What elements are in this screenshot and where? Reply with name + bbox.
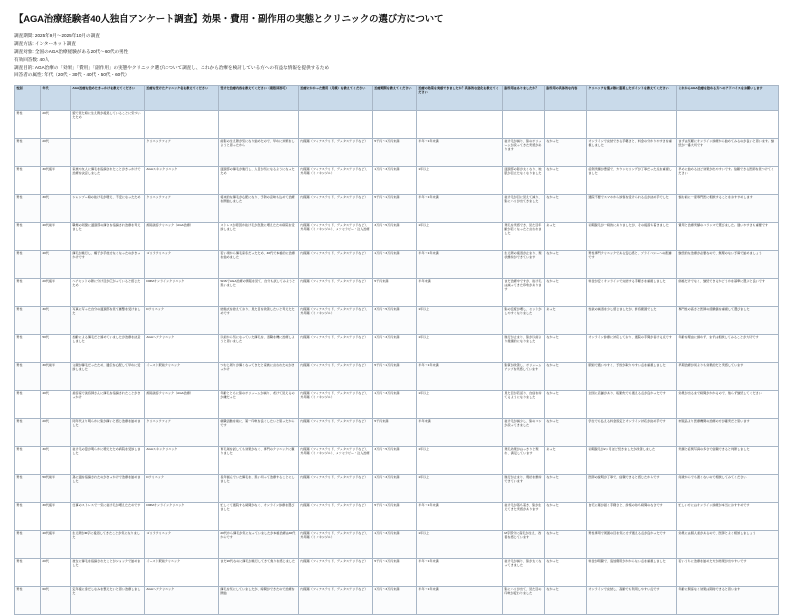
cell-side-effect-detail bbox=[545, 111, 587, 139]
cell-period: 3万円～5万円未満 bbox=[373, 223, 417, 251]
cell-gender: 男性 bbox=[15, 447, 41, 475]
cell-trigger: 生え際がM字に後退してきたことが気になりました bbox=[71, 531, 145, 559]
cell-clinic: クリニックフォア bbox=[145, 195, 219, 223]
cell-trigger: 定年後に身だしなみを整えたいと思い治療しました bbox=[71, 587, 145, 615]
cell-period: 5千円～1万円未満 bbox=[373, 195, 417, 223]
cell-cost: 内服薬（フィナステリド、デュタステリドなど） bbox=[299, 503, 373, 531]
cell-side-effect-detail: なかった bbox=[545, 531, 587, 559]
cell-clinic: ゴリラクリニック bbox=[145, 531, 219, 559]
cell-gender: 男性 bbox=[15, 363, 41, 391]
cell-gender: 男性 bbox=[15, 391, 41, 419]
table-row bbox=[15, 139, 779, 167]
cell-clinic: AGAヘアクリニック bbox=[145, 335, 219, 363]
cell-trigger: 孫に頭を指摘されたのがきっかけで治療を始めました bbox=[71, 475, 145, 503]
cell-treatment: 以前から気になっていた薄毛を、退職を機に治療しようと思いました bbox=[219, 335, 299, 363]
table-row bbox=[15, 111, 779, 139]
cell-treatment: 20代から薄毛が気になっていましたが本格治療は40代からです bbox=[219, 531, 299, 559]
cell-age: 20代 bbox=[41, 419, 71, 447]
cell-clinic: クリニックフォア bbox=[145, 419, 219, 447]
cell-effect: 半年～1年未満 bbox=[417, 587, 503, 615]
table-row bbox=[15, 391, 779, 419]
cell-trigger: 家族や友人に薄毛を指摘されたことがきっかけで治療を決意しました bbox=[71, 167, 145, 195]
cell-side-effect-detail: なかった bbox=[545, 251, 587, 279]
cell-effect: 1年以上 bbox=[417, 223, 503, 251]
cell-trigger: 職場の同僚に頭頂部の薄さを指摘され治療を考えました bbox=[71, 223, 145, 251]
cell-age: 30代前半 bbox=[41, 363, 71, 391]
cell-clinic-point: 医師の説明が丁寧で、信頼できると感じたからです bbox=[587, 475, 677, 503]
cell-side-effect: 進行が止まり、髪が以前より健康的になりました bbox=[503, 335, 545, 363]
cell-side-effect-detail: なかった bbox=[545, 195, 587, 223]
cell-cost: 内服薬（フィナステリド、デュタステリドなど） bbox=[299, 419, 373, 447]
cell-side-effect: 抜け毛が減り、髪が太くなってきました bbox=[503, 559, 545, 587]
cell-advice: 費用と治療実績のバランスで選びました。通いやすさも重要です bbox=[677, 223, 779, 251]
cell-clinic-point: 初期脱毛が2ヶ月ほど続きましたが改善しました bbox=[587, 447, 677, 475]
cell-cost: 内服薬（フィナステリド、デュタステリドなど） bbox=[299, 587, 373, 615]
cell-treatment: 将来的な薄毛が心配になり、予防の意味も込めて治療を開始しました bbox=[219, 195, 299, 223]
cell-age: 30代 bbox=[41, 447, 71, 475]
cell-treatment: 忙しくて通院する時間がなく、オンライン診療を選びました bbox=[219, 503, 299, 531]
cell-gender: 男性 bbox=[15, 279, 41, 307]
cell-clinic-point: 症例実績が豊富で、カウンセリングが丁寧だった点を重視しました bbox=[587, 167, 677, 195]
cell-clinic-point: オンライン診療に対応しており、通院の手間が省ける点です bbox=[587, 335, 677, 363]
cell-clinic-point: 料金が安くオンラインで完結する手軽さを重視しました bbox=[587, 279, 677, 307]
cell-cost: 内服薬（フィナステリド、デュタステリドなど） bbox=[299, 335, 373, 363]
cell-clinic: イースト駅前クリニック bbox=[145, 363, 219, 391]
cell-gender: 男性 bbox=[15, 195, 41, 223]
cell-age: 20代 bbox=[41, 111, 71, 139]
table-header bbox=[15, 86, 779, 111]
cell-cost: 内服薬（フィナステリド、デュタステリドなど） bbox=[299, 139, 373, 167]
cell-trigger: 同年代より明らかに髪が薄いと感じ治療を始めました bbox=[71, 419, 145, 447]
cell-cost: 内服薬（フィナステリド、デュタステリドなど） bbox=[299, 279, 373, 307]
cell-clinic: DMMオンラインクリニック bbox=[145, 279, 219, 307]
cell-clinic-point: 料金が明瞭で、追加費用がかからない点を重視しました bbox=[587, 559, 677, 587]
cell-trigger: 彼女に薄毛を指摘されたことがショックで始めました bbox=[71, 559, 145, 587]
cell-side-effect-detail: あった bbox=[545, 223, 587, 251]
cell-cost: 内服薬（フィナステリド、デュタステリドなど）、外用薬（ミノキシジル）、メソセラピー・注入治療 bbox=[299, 223, 373, 251]
column-header-trigger: AGA治療を始めたきっかけを教えてください bbox=[71, 86, 145, 111]
cell-period: 1万円～3万円未満 bbox=[373, 587, 417, 615]
cell-clinic-point bbox=[587, 111, 677, 139]
cell-side-effect: 髪の密度が増し、セットがしやすくなりました bbox=[503, 307, 545, 335]
table-row bbox=[15, 363, 779, 391]
meta-line: 調査方法: インターネット調査 bbox=[14, 40, 76, 46]
cell-clinic: ゴリラクリニック bbox=[145, 251, 219, 279]
cell-gender: 男性 bbox=[15, 167, 41, 195]
meta-line: 調査対象: 全国のAGA治療経験がある20代～60代の男性 bbox=[14, 48, 129, 54]
cell-clinic: 湘南美容クリニック（AGA治療） bbox=[145, 223, 219, 251]
cell-clinic: Dクリニック bbox=[145, 475, 219, 503]
cell-side-effect-detail: あった bbox=[545, 447, 587, 475]
cell-advice: 何歳からでも遅くないので相談してみてください bbox=[677, 475, 779, 503]
cell-gender: 男性 bbox=[15, 419, 41, 447]
cell-gender: 男性 bbox=[15, 111, 41, 139]
cell-cost: 内服薬（フィナステリド、デュタステリドなど）、外用薬（ミノキシジル） bbox=[299, 391, 373, 419]
column-header-side-effect-detail: 副作用の具体的な内容 bbox=[545, 86, 587, 111]
cell-gender: 男性 bbox=[15, 587, 41, 615]
meta-line: 調査期間: 2025年9月～2025年10月の調査 bbox=[14, 33, 100, 38]
cell-side-effect: 抜け毛が目に見えて減り、髪にハリが出てきました bbox=[503, 195, 545, 223]
cell-side-effect-detail: なかった bbox=[545, 279, 587, 307]
column-header-effect: 治療の効果を実感できましたか？具体的な変化を教えてください bbox=[417, 86, 503, 111]
cell-cost: 内服薬（フィナステリド、デュタステリドなど）、外用薬（ミノキシジル） bbox=[299, 307, 373, 335]
cell-trigger: 薄毛が進行し、帽子が手放せなくなったのがきっかけです bbox=[71, 251, 145, 279]
cell-period: 3万円～5万円未満 bbox=[373, 307, 417, 335]
cell-side-effect bbox=[503, 111, 545, 139]
cell-cost: 内服薬（フィナステリド、デュタステリドなど） bbox=[299, 251, 373, 279]
cell-age: 20代 bbox=[41, 559, 71, 587]
cell-gender: 男性 bbox=[15, 139, 41, 167]
meta-line: 回答者の属性: 年代（20代・30代・40代・50代・60代） bbox=[14, 72, 130, 78]
cell-effect: 1年以上 bbox=[417, 335, 503, 363]
cell-clinic: AGAスキンクリニック bbox=[145, 447, 219, 475]
cell-trigger: 鏡で見た時に生え際が後退していることに気づいたため bbox=[71, 111, 145, 139]
cell-trigger: シャンプー時の抜け毛が増え、不安になったため bbox=[71, 195, 145, 223]
cell-treatment: 前髪の生え際が気になり始めたので、早めに対策をしようと思ったから bbox=[219, 139, 299, 167]
cell-side-effect-detail: なかった bbox=[545, 559, 587, 587]
cell-clinic-point: 男性専用で周囲の目を気にせず通える点が良かったです bbox=[587, 531, 677, 559]
cell-side-effect: 抜け毛が減少し、髪のコシが戻ってきました bbox=[503, 419, 545, 447]
cell-treatment: まだ20代なのに薄毛が進行してきて焦りを感じました bbox=[219, 559, 299, 587]
cell-gender: 男性 bbox=[15, 503, 41, 531]
cell-side-effect: M字部分に産毛が生え、改善を感じています bbox=[503, 531, 545, 559]
cell-advice: 実績と症例写真の多さで信頼できると判断しました bbox=[677, 447, 779, 475]
survey-table bbox=[14, 85, 779, 615]
cell-treatment: 年齢とともに髪のボリュームが減り、老けて見えるのが嫌だった bbox=[219, 391, 299, 419]
column-header-cost: 治療にかかった費用（月額）を教えてください bbox=[299, 86, 373, 111]
cell-effect: 1年以上 bbox=[417, 475, 503, 503]
cell-cost: 内服薬（フィナステリド、デュタステリドなど） bbox=[299, 195, 373, 223]
cell-age: 50代前半 bbox=[41, 475, 71, 503]
cell-age: 40代 bbox=[41, 251, 71, 279]
cell-gender: 男性 bbox=[15, 335, 41, 363]
meta-line: 調査目的: AGA治療の「効果」「費用」「副作用」の実態やクリニック選びについて調査し、これから治療を検討している方への有益な情報を提供するため bbox=[14, 64, 330, 70]
cell-period: 1万円～3万円未満 bbox=[373, 391, 417, 419]
cell-age: 50代 bbox=[41, 335, 71, 363]
cell-trigger: 加齢による薄毛だと諦めていましたが治療を決意しました bbox=[71, 335, 145, 363]
cell-treatment: つむじ周りが薄くなってきたと家族に言われたのがきっかけ bbox=[219, 363, 299, 391]
cell-effect: 半年未満 bbox=[417, 419, 503, 447]
cell-effect: 半年～1年未満 bbox=[417, 503, 503, 531]
cell-period: 5千円～1万円未満 bbox=[373, 363, 417, 391]
cell-treatment: SNSでAGA治療の情報を見て、自分も試してみようと思いました bbox=[219, 279, 299, 307]
cell-period: 5千円未満 bbox=[373, 419, 417, 447]
column-header-advice: これからAGA治療を始める方へのアドバイスをお願いします bbox=[677, 86, 779, 111]
cell-advice: 年齢に関係なく効果は期待できると思います bbox=[677, 587, 779, 615]
cell-age: 30代後半 bbox=[41, 503, 71, 531]
cell-effect: 半年～1年未満 bbox=[417, 139, 503, 167]
cell-trigger: 父親が薄毛だったため、遺伝を心配して早めに受診しました bbox=[71, 363, 145, 391]
table-body bbox=[15, 111, 779, 615]
table-row bbox=[15, 587, 779, 615]
cell-advice: 若いうちに治療を始めた方が結果が出やすいです bbox=[677, 559, 779, 587]
cell-treatment: 薄毛を気にしていましたが、時間ができたので治療を開始 bbox=[219, 587, 299, 615]
cell-side-effect: 進行が止まり、現状を維持できています bbox=[503, 475, 545, 503]
cell-gender: 男性 bbox=[15, 307, 41, 335]
cell-treatment bbox=[219, 111, 299, 139]
cell-clinic bbox=[145, 111, 219, 139]
cell-period: 5千円～1万円未満 bbox=[373, 503, 417, 531]
cell-advice: 効果が出るまで時間がかかるので、焦らず継続してください bbox=[677, 391, 779, 419]
cell-clinic: AGAヘアクリニック bbox=[145, 587, 219, 615]
cell-clinic-point: 性欲の減退を少し感じましたが、許容範囲でした bbox=[587, 307, 677, 335]
table-row bbox=[15, 531, 779, 559]
cell-cost: 内服薬（フィナステリド、デュタステリドなど）、外用薬（ミノキシジル）、メソセラピー・注入治療 bbox=[299, 447, 373, 475]
table-row bbox=[15, 447, 779, 475]
cell-age: 40代 bbox=[41, 391, 71, 419]
cell-side-effect: まだ治療中ですが、抜け毛は減ってきた印象があります bbox=[503, 279, 545, 307]
cell-cost: 内服薬（フィナステリド、デュタステリドなど）、外用薬（ミノキシジル） bbox=[299, 167, 373, 195]
table-row bbox=[15, 167, 779, 195]
cell-treatment: ストレスが原因か抜け毛が急激に増えたため病院を受診しました bbox=[219, 223, 299, 251]
cell-gender: 男性 bbox=[15, 251, 41, 279]
cell-clinic-point: 初期脱毛が一時的にありましたが、その後落ち着きました bbox=[587, 223, 677, 251]
cell-period: 1万円～3万円未満 bbox=[373, 475, 417, 503]
cell-clinic-point: 通院不要でスマホから診察を受けられる点が決め手でした bbox=[587, 195, 677, 223]
table-row bbox=[15, 559, 779, 587]
cell-age: 60代 bbox=[41, 587, 71, 615]
cell-clinic: イースト駅前クリニック bbox=[145, 559, 219, 587]
cell-advice: まずは気軽にオンライン診療から始めてみるのが良いと思います。継続が一番大切です bbox=[677, 139, 779, 167]
cell-side-effect-detail: なかった bbox=[545, 363, 587, 391]
cell-advice: 専門性の高さと医師の経験値を重視して選びました bbox=[677, 307, 779, 335]
cell-advice: 早期治療が何よりも効果的だと実感しています bbox=[677, 363, 779, 391]
cell-clinic-point: 駅前で通いやすく、予約が取りやすい点を重視しました bbox=[587, 363, 677, 391]
cell-side-effect-detail: なかった bbox=[545, 335, 587, 363]
cell-trigger: 美容室で美容師さんに薄毛を指摘されたことがきっかけ bbox=[71, 391, 145, 419]
cell-age: 30代後半 bbox=[41, 167, 71, 195]
cell-clinic: クリニックフォア bbox=[145, 139, 219, 167]
cell-side-effect-detail: なかった bbox=[545, 503, 587, 531]
cell-treatment: 就職活動を前に、第一印象を良くしたいと思ったからです bbox=[219, 419, 299, 447]
cell-clinic-point: 自宅に薬が届く手軽さと、診察の待ち時間のなさです bbox=[587, 503, 677, 531]
cell-period: 1万円～3万円未満 bbox=[373, 251, 417, 279]
cell-trigger bbox=[71, 139, 145, 167]
cell-period: 1万円～3万円未満 bbox=[373, 335, 417, 363]
cell-advice: 早めに始めるほど効果が出やすいです。信頼できる医師を見つけてください bbox=[677, 167, 779, 195]
cell-cost bbox=[299, 111, 373, 139]
cell-treatment: 頭頂部の薄毛が進行し、人目が気になるようになったため bbox=[219, 167, 299, 195]
table-row bbox=[15, 307, 779, 335]
column-header-treatment: 受けた治療内容を教えてください（複数回答可） bbox=[219, 86, 299, 111]
cell-trigger: ヘアセットの際に分け目が広がっていると感じたため bbox=[71, 279, 145, 307]
column-header-age: 年代 bbox=[41, 86, 71, 111]
table-row bbox=[15, 475, 779, 503]
cell-side-effect: 発毛を実感でき、見た目年齢が若くなったと言われました bbox=[503, 223, 545, 251]
cell-period: 5千円未満 bbox=[373, 279, 417, 307]
survey-table-container bbox=[14, 85, 778, 615]
cell-side-effect: 生え際の後退が止まり、現状維持ができています bbox=[503, 251, 545, 279]
cell-period: 1万円～3万円未満 bbox=[373, 531, 417, 559]
cell-advice: 市販品より医療機関の治療の方が確実だと思います bbox=[677, 419, 779, 447]
cell-effect: 半年～1年未満 bbox=[417, 251, 503, 279]
cell-advice: 忙しい方にはオンライン診療が本当におすすめです bbox=[677, 503, 779, 531]
cell-cost: 内服薬（フィナステリド、デュタステリドなど） bbox=[299, 559, 373, 587]
cell-trigger: 写真に写った自分の頭頂部を見て衝撃を受けました bbox=[71, 307, 145, 335]
cell-effect: 半年未満 bbox=[417, 279, 503, 307]
document-page bbox=[0, 11, 791, 596]
table-row bbox=[15, 251, 779, 279]
cell-period: 5千円～1万円未満 bbox=[373, 559, 417, 587]
cell-side-effect: 髪にハリが出て、見た目の印象が変わりました bbox=[503, 587, 545, 615]
cell-age: 40代後半 bbox=[41, 531, 71, 559]
header-row bbox=[15, 86, 779, 111]
cell-gender: 男性 bbox=[15, 475, 41, 503]
cell-trigger: 抜け毛の量が明らかに増えたため病院を受診しました bbox=[71, 447, 145, 475]
cell-treatment: 長年悩んでいた薄毛を、思い切って治療することにしました bbox=[219, 475, 299, 503]
cell-side-effect-detail: なかった bbox=[545, 475, 587, 503]
cell-clinic-point: 学生でも払える料金設定とオンライン対応が決め手です bbox=[587, 419, 677, 447]
cell-side-effect: 頭頂部の髪が太くなり、地肌が目立たなくなりました bbox=[503, 167, 545, 195]
cell-effect: 半年～1年未満 bbox=[417, 363, 503, 391]
cell-period: 3万円～5万円未満 bbox=[373, 447, 417, 475]
cell-advice bbox=[677, 111, 779, 139]
cell-effect: 1年以上 bbox=[417, 447, 503, 475]
cell-side-effect-detail: なかった bbox=[545, 167, 587, 195]
table-row bbox=[15, 279, 779, 307]
cell-effect bbox=[417, 111, 503, 139]
table-row bbox=[15, 419, 779, 447]
cell-gender: 男性 bbox=[15, 531, 41, 559]
cell-advice: 継続的な治療が必要なので、無理のない予算で始めましょう bbox=[677, 251, 779, 279]
cell-clinic: AGAスキンクリニック bbox=[145, 167, 219, 195]
cell-clinic-point: オンラインで完結し、高齢でも利用しやすい点です bbox=[587, 587, 677, 615]
cell-side-effect-detail: なかった bbox=[545, 587, 587, 615]
cell-cost: 内服薬（フィナステリド、デュタステリドなど）、外用薬（ミノキシジル） bbox=[299, 531, 373, 559]
column-header-clinic: 治療を受けたクリニック名を教えてください bbox=[145, 86, 219, 111]
column-header-period: 治療期間を教えてください bbox=[373, 86, 417, 111]
cell-side-effect-detail: なかった bbox=[545, 419, 587, 447]
cell-age: 20代 bbox=[41, 139, 71, 167]
cell-clinic: 湘南美容クリニック（AGA治療） bbox=[145, 391, 219, 419]
cell-age: 20代後半 bbox=[41, 279, 71, 307]
cell-side-effect: 発毛効果がはっきりと現れ、満足しています bbox=[503, 447, 545, 475]
cell-clinic: Dクリニック bbox=[145, 307, 219, 335]
cell-gender: 男性 bbox=[15, 559, 41, 587]
cell-advice: 価格だけでなく、継続できるかどうかを基準に選ぶと良いです bbox=[677, 279, 779, 307]
cell-cost: 内服薬（フィナステリド、デュタステリドなど） bbox=[299, 475, 373, 503]
table-row bbox=[15, 195, 779, 223]
cell-side-effect: 髪質が改善し、ボリュームアップを実感しています bbox=[503, 363, 545, 391]
cell-effect: 1年以上 bbox=[417, 307, 503, 335]
cell-age: 30代 bbox=[41, 195, 71, 223]
cell-treatment: 若い頃から薄毛家系だったため、40代で本格的に治療を始めました bbox=[219, 251, 299, 279]
cell-trigger: 仕事のストレスで一気に抜け毛が増えたためです bbox=[71, 503, 145, 531]
column-header-clinic-point: クリニックを選ぶ際に重視したポイントを教えてください bbox=[587, 86, 677, 111]
cell-period: 1万円～3万円未満 bbox=[373, 167, 417, 195]
cell-effect: 1年以上 bbox=[417, 531, 503, 559]
table-row bbox=[15, 335, 779, 363]
cell-effect: 半年～1年未満 bbox=[417, 195, 503, 223]
cell-gender: 男性 bbox=[15, 223, 41, 251]
cell-period: 5千円～1万円未満 bbox=[373, 139, 417, 167]
cell-treatment: 結婚式を控えており、見た目を改善したいと考えたためです bbox=[219, 307, 299, 335]
cell-cost: 内服薬（フィナステリド、デュタステリドなど） bbox=[299, 363, 373, 391]
page-title: 【AGA治療経験者40人独自アンケート調査】効果・費用・副作用の実態とクリニックの選び方について bbox=[14, 14, 444, 25]
meta-line: 有効回答数: 40人 bbox=[14, 56, 50, 62]
table-row bbox=[15, 223, 779, 251]
cell-age: 30代 bbox=[41, 307, 71, 335]
cell-advice: 悩む前に一度専門医に相談することをおすすめします bbox=[677, 195, 779, 223]
cell-side-effect-detail: あった bbox=[545, 307, 587, 335]
cell-side-effect: 抜け毛が減り、髪のボリュームが戻ってきた実感があります bbox=[503, 139, 545, 167]
cell-side-effect-detail: なかった bbox=[545, 139, 587, 167]
cell-side-effect: 見た目が若返り、自信を持てるようになりました bbox=[503, 391, 545, 419]
cell-clinic-point: オンラインで完結できる手軽さと、料金の分かりやすさを重視しました bbox=[587, 139, 677, 167]
cell-age: 40代前半 bbox=[41, 223, 71, 251]
cell-effect: 1年以上 bbox=[417, 391, 503, 419]
cell-advice: 年齢を理由に諦めず、まずは相談してみることが大切です bbox=[677, 335, 779, 363]
cell-period bbox=[373, 111, 417, 139]
cell-side-effect: 抜け毛が落ち着き、髪が生えてきた実感があります bbox=[503, 503, 545, 531]
cell-clinic: DMMオンラインクリニック bbox=[145, 503, 219, 531]
cell-clinic-point: 全国に店舗があり、転勤先でも通える点が良かったです bbox=[587, 391, 677, 419]
table-row bbox=[15, 503, 779, 531]
cell-effect: 半年～1年未満 bbox=[417, 559, 503, 587]
cell-treatment: 育毛剤を試しても効果がなく、専門のクリニックに頼りました bbox=[219, 447, 299, 475]
column-header-side-effect: 副作用はありましたか？ bbox=[503, 86, 545, 111]
cell-clinic-point: 男性専門クリニックである安心感と、プライバシーへの配慮です bbox=[587, 251, 677, 279]
cell-advice: 効果には個人差があるので、医師とよく相談しましょう bbox=[677, 531, 779, 559]
cell-side-effect-detail: なかった bbox=[545, 391, 587, 419]
cell-effect: 1年以上 bbox=[417, 167, 503, 195]
column-header-gender: 性別 bbox=[15, 86, 41, 111]
survey-metadata bbox=[14, 32, 791, 79]
